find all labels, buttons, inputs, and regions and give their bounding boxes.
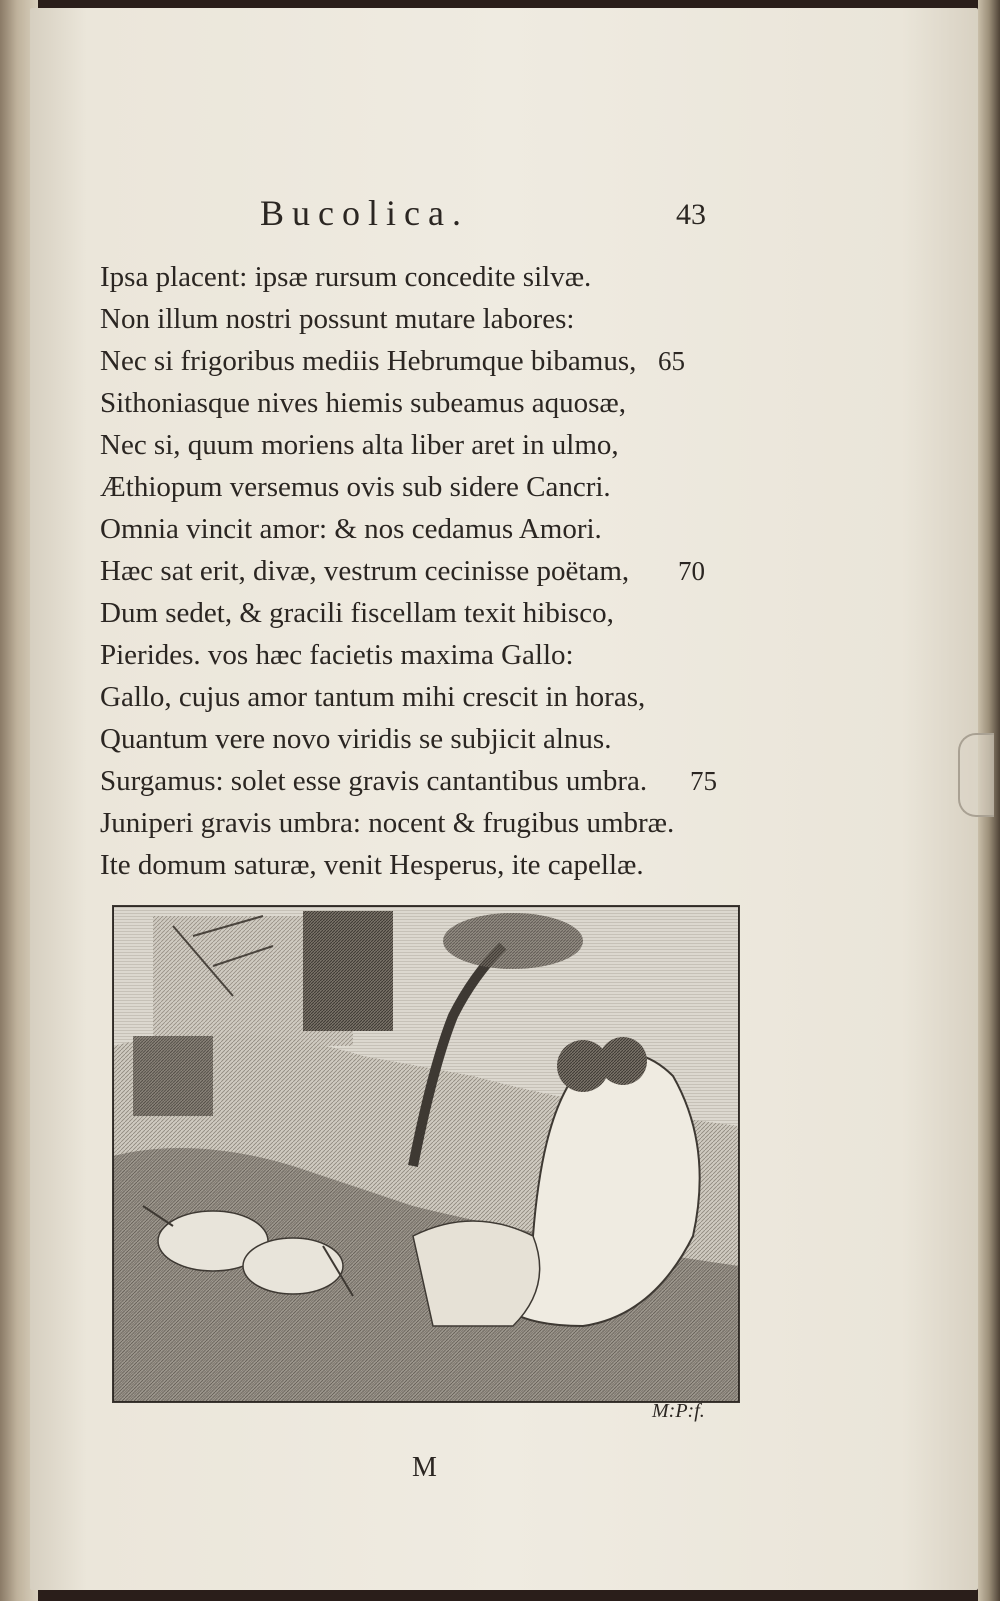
verse-line: [100, 508, 740, 550]
verse-line: [100, 718, 740, 760]
verse-text: Nec si frigoribus mediis Hebrumque bibamus,: [100, 345, 637, 377]
signature-mark: M: [412, 1452, 437, 1483]
verse-line: [100, 802, 740, 844]
verse-text: Hæc sat erit, divæ, vestrum cecinisse poëtam,: [100, 555, 630, 587]
verse-line: [100, 634, 740, 676]
verse-line: [100, 424, 740, 466]
running-head: Bucolica.: [260, 193, 469, 233]
verse-line: [100, 256, 740, 298]
verse-line: [100, 760, 740, 802]
verse-text: Æthiopum versemus ovis sub sidere Cancri.: [100, 471, 611, 503]
verse-block: [100, 256, 740, 886]
page-tab: [958, 733, 994, 817]
verse-line: [100, 382, 740, 424]
verse-text: Pierides. vos hæc facietis maxima Gallo:: [100, 639, 574, 671]
verse-text: Ite domum saturæ, venit Hesperus, ite capellæ.: [100, 849, 644, 881]
verse-line: [100, 466, 740, 508]
verse-line: [100, 550, 740, 592]
line-number: 65: [658, 346, 685, 376]
verse-text: Quantum vere novo viridis se subjicit alnus.: [100, 723, 612, 755]
line-number: 70: [678, 556, 705, 586]
verse-text: Gallo, cujus amor tantum mihi crescit in horas,: [100, 681, 646, 713]
verse-text: Surgamus: solet esse gravis cantantibus umbra.: [100, 765, 648, 797]
engraving-illustration: [113, 906, 739, 1402]
page-number: 43: [676, 198, 706, 231]
line-number: 75: [690, 766, 717, 796]
engraver-signature: M:P:f.: [652, 1400, 705, 1422]
verse-line: [100, 298, 740, 340]
verse-line: [100, 592, 740, 634]
verse-text: Nec si, quum moriens alta liber aret in ulmo,: [100, 429, 619, 461]
verse-text: Juniperi gravis umbra: nocent & frugibus umbræ.: [100, 807, 675, 839]
verse-text: Omnia vincit amor: & nos cedamus Amori.: [100, 513, 602, 545]
verse-line: [100, 844, 740, 886]
verse-line: [100, 340, 740, 382]
verse-text: Sithoniasque nives hiemis subeamus aquosæ,: [100, 387, 626, 419]
verse-text: Dum sedet, & gracili fiscellam texit hibisco,: [100, 597, 614, 629]
verse-line: [100, 676, 740, 718]
verse-text: Non illum nostri possunt mutare labores:: [100, 303, 575, 335]
verse-text: Ipsa placent: ipsæ rursum concedite silvæ.: [100, 261, 592, 293]
engraving-plate: [112, 905, 740, 1403]
